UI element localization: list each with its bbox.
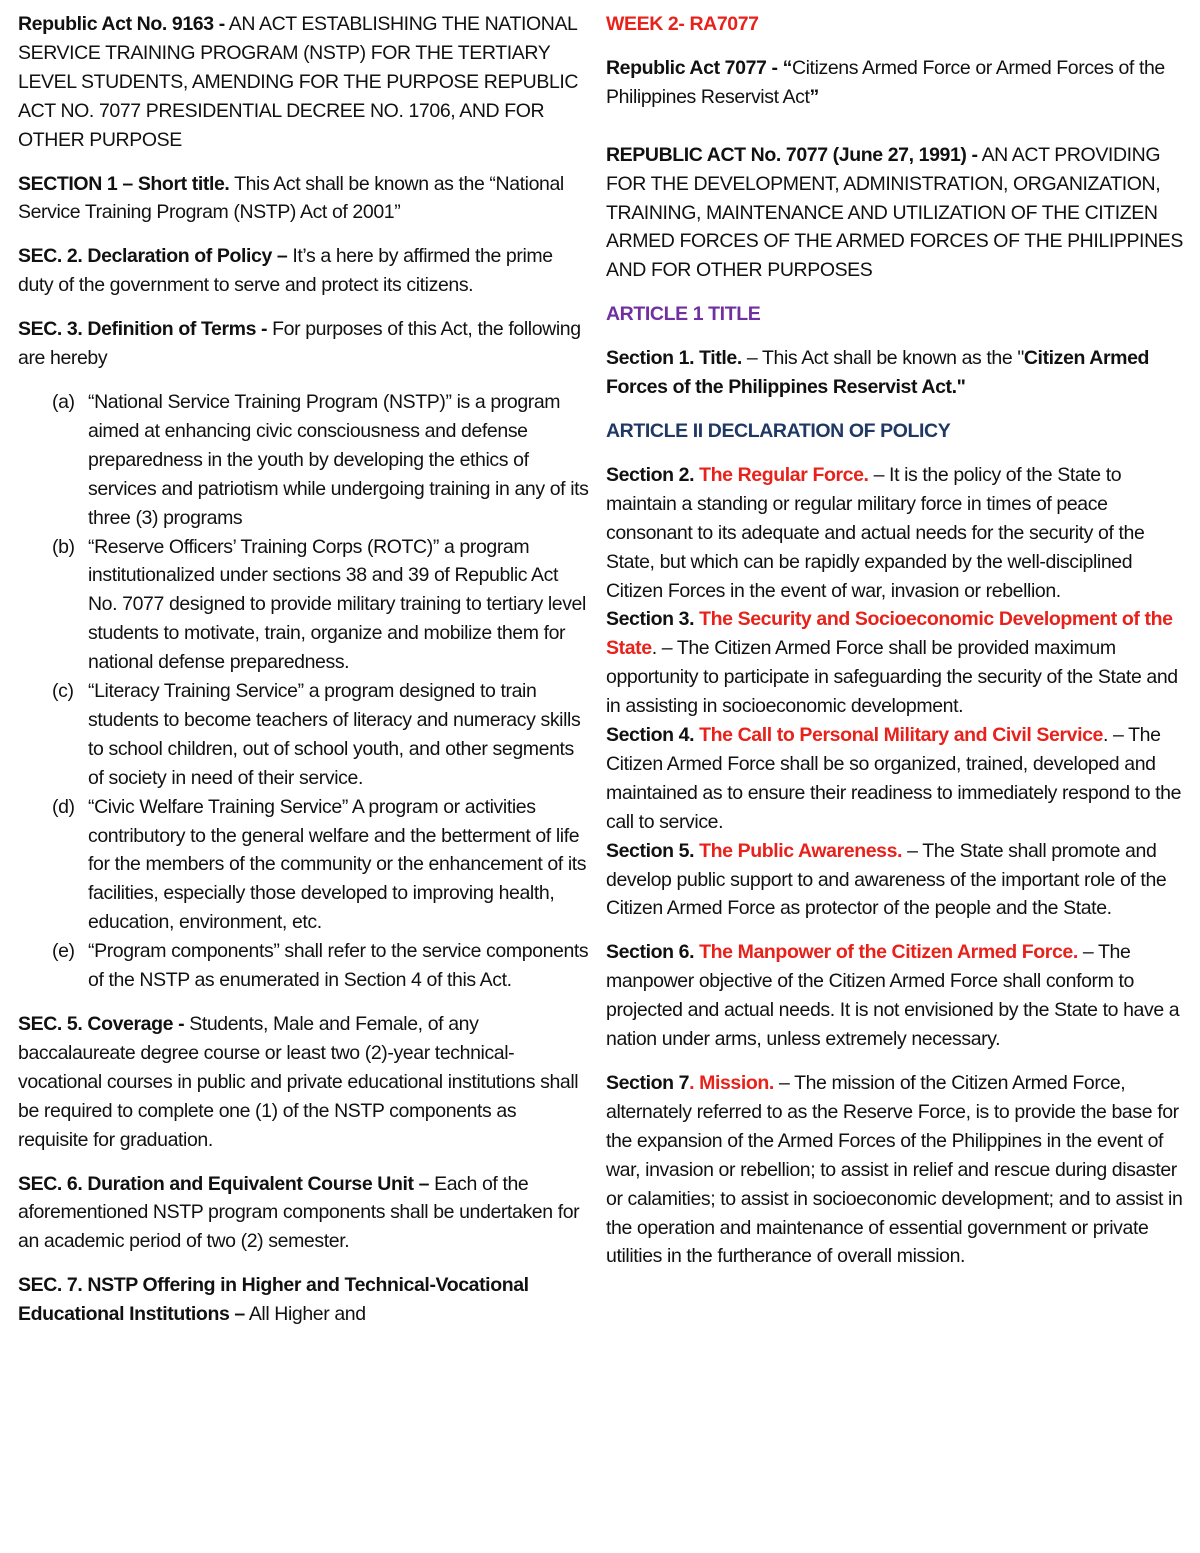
ra7077-close-quote: ” [809, 85, 819, 108]
definition-label: (a) [52, 390, 75, 413]
definition-text: “National Service Training Program (NSTP)” is a program aimed at enhancing civic consciousness and defense preparedness in the youth by developing the ethics of services and patriotism while undergoing training in any of its three (3) programs [88, 390, 589, 529]
definition-text: “Program components” shall refer to the service components of the NSTP as enumerated in Section 4 of this Act. [88, 940, 589, 992]
article-2-title: ARTICLE II DECLARATION OF POLICY [606, 419, 951, 442]
rsection-2-paragraph [606, 461, 1188, 606]
ra7077-full-title: AN ACT PROVIDING FOR THE DEVELOPMENT, ADMINISTRATION, ORGANIZATION, TRAINING, MAINTENANCE AND UTILIZATION OF THE CITIZEN ARMED FORCES OF THE ARMED FORCES OF THE PHILIPPINES AND FOR OTHER PURPOSES [606, 143, 1183, 282]
rsection-5-title: The Public Awareness. [694, 839, 903, 862]
definition-label: (b) [52, 535, 75, 558]
ra9163-title-paragraph [18, 10, 590, 155]
section-6-heading: SEC. 6. Duration and Equivalent Course Unit – [18, 1172, 430, 1195]
rsection-7-title: . Mission. [689, 1072, 774, 1094]
rsection-2-title: The Regular Force. [694, 463, 869, 486]
spacer [606, 112, 1188, 141]
section-3-heading: SEC. 3. Definition of Terms - [18, 318, 268, 341]
rsection-5-text: – The State shall promote and develop public support to and awareness of the important role of the Citizen Armed Force as protector of the people and the State. [606, 839, 1167, 920]
rsection-3-paragraph [606, 605, 1188, 721]
section-6-text: Each of the aforementioned NSTP program components shall be undertaken for an academic period of two (2) semester. [18, 1172, 580, 1253]
rsection-7-text: – The mission of the Citizen Armed Force, alternately referred to as the Reserve Force, is to provide the base for the expansion of the Armed Forces of the Philippines in the event of war, invasion or rebellion; to assist in relief and rescue during disaster or calamities; to assist in socioeconomic development; and to assist in the operation and maintenance of essential government or private utilities in the furtherance of overall mission. [606, 1072, 1183, 1268]
definition-item [18, 937, 590, 995]
week-heading [606, 10, 1188, 39]
rsection-2-heading: Section 2. [606, 463, 695, 486]
ra9163-label: Republic Act No. 9163 - [18, 13, 225, 35]
ra7077-full-label: REPUBLIC ACT No. 7077 (June 27, 1991) - [606, 143, 978, 166]
week-label: WEEK 2- RA7077 [606, 13, 759, 35]
ra7077-label: Republic Act 7077 - “ [606, 56, 792, 79]
section-5-text: Students, Male and Female, of any baccalaureate degree course or least two (2)-year technical-vocational courses in public and private educational institutions shall be required to complete one (1) of the NSTP components as requisite for graduation. [18, 1013, 579, 1151]
rsection-1-paragraph [606, 344, 1188, 402]
section-6-paragraph [18, 1170, 590, 1257]
ra9163-title-text: AN ACT ESTABLISHING THE NATIONAL SERVICE TRAINING PROGRAM (NSTP) FOR THE TERTIARY LEVEL STUDENTS, AMENDING FOR THE PURPOSE REPUBLIC ACT NO. 7077 PRESIDENTIAL DECREE NO. 1706, AND FOR OTHER PURPOSE [18, 13, 579, 151]
definition-text: “Literacy Training Service” a program designed to train students to become teachers of literacy and numeracy skills to school children, out of school youth, and other segments of society in need of their service. [88, 680, 581, 789]
definition-text: “Civic Welfare Training Service” A program or activities contributory to the general welfare and the betterment of life for the members of the community or the enhancement of its facilities, especially those developed to improving health, education, environment, etc. [88, 795, 587, 934]
article-1-title: ARTICLE 1 TITLE [606, 303, 761, 326]
section-1-heading: SECTION 1 – Short title. [18, 172, 230, 195]
section-7-text: All Higher and [244, 1303, 366, 1326]
right-column [606, 10, 1188, 1271]
definition-list [18, 388, 590, 995]
section-1-text: This Act shall be known as the “National Service Training Program (NSTP) Act of 2001” [18, 172, 564, 224]
section-7-heading: SEC. 7. NSTP Offering in Higher and Technical-Vocational Educational Institutions – [18, 1274, 529, 1326]
definition-item [18, 677, 590, 793]
definition-item [18, 793, 590, 938]
rsection-4-title: The Call to Personal Military and Civil Service [694, 724, 1103, 747]
rsection-2-text: – It is the policy of the State to maintain a standing or regular military force in times of peace consonant to its adequate and actual needs for the security of the State, but which can be rapidly expanded by the well-disciplined Citizen Forces in the event of war, invasion or rebellion. [606, 463, 1145, 602]
definition-label: (c) [52, 680, 74, 703]
rsection-1-act-name: Citizen Armed Forces of the Philippines Reservist Act." [606, 347, 1150, 399]
section-7-paragraph [18, 1271, 590, 1329]
article-1-heading [606, 300, 1188, 329]
definition-label: (e) [52, 940, 75, 963]
section-2-paragraph [18, 242, 590, 300]
ra7077-short-paragraph [606, 54, 1188, 112]
rsection-4-heading: Section 4. [606, 724, 695, 747]
article-2-heading [606, 417, 1188, 446]
rsection-5-paragraph [606, 837, 1188, 924]
definition-item [18, 533, 590, 678]
section-1-paragraph [18, 170, 590, 228]
rsection-3-text: . – The Citizen Armed Force shall be provided maximum opportunity to participate in safeguarding the security of the State and in assisting in socioeconomic development. [606, 637, 1178, 718]
rsection-3-heading: Section 3. [606, 608, 695, 631]
rsection-6-title: The Manpower of the Citizen Armed Force. [694, 941, 1078, 964]
definition-item [18, 388, 590, 533]
rsection-7-paragraph [606, 1069, 1188, 1271]
section-5-heading: SEC. 5. Coverage - [18, 1013, 185, 1035]
rsection-1-text: – This Act shall be known as the " [741, 347, 1024, 370]
section-2-text: It’s a here by affirmed the prime duty of the government to serve and protect its citizens. [18, 245, 553, 297]
ra7077-short-title: Citizens Armed Force or Armed Forces of the Philippines Reservist Act [606, 56, 1165, 108]
rsection-7-heading: Section 7 [606, 1072, 690, 1094]
rsection-6-heading: Section 6. [606, 941, 695, 964]
rsection-3-title: The Security and Socioeconomic Development of the State [606, 608, 1173, 660]
rsection-6-text: – The manpower objective of the Citizen Armed Force shall conform to projected and actual needs. It is not envisioned by the State to have a nation under arms, unless extremely necessary. [606, 941, 1180, 1051]
section-5-paragraph [18, 1010, 590, 1155]
rsection-5-heading: Section 5. [606, 839, 695, 862]
section-2-heading: SEC. 2. Declaration of Policy – [18, 245, 288, 268]
section-3-text: For purposes of this Act, the following are hereby [18, 318, 581, 370]
left-column [18, 10, 590, 1329]
rsection-4-text: . – The Citizen Armed Force shall be so organized, trained, developed and maintained as to ensure their readiness to immediately respond to the call to service. [606, 724, 1182, 833]
section-3-paragraph [18, 315, 590, 373]
ra7077-full-paragraph [606, 141, 1188, 286]
rsection-1-heading: Section 1. Title. [606, 347, 742, 370]
definition-label: (d) [52, 795, 75, 818]
rsection-4-paragraph [606, 721, 1188, 837]
definition-text: “Reserve Officers’ Training Corps (ROTC)” a program institutionalized under sections 38 and 39 of Republic Act No. 7077 designed to provide military training to tertiary level students to motivate, train, organize and mobilize them for national defense preparedness. [88, 535, 586, 674]
rsection-6-paragraph [606, 938, 1188, 1054]
